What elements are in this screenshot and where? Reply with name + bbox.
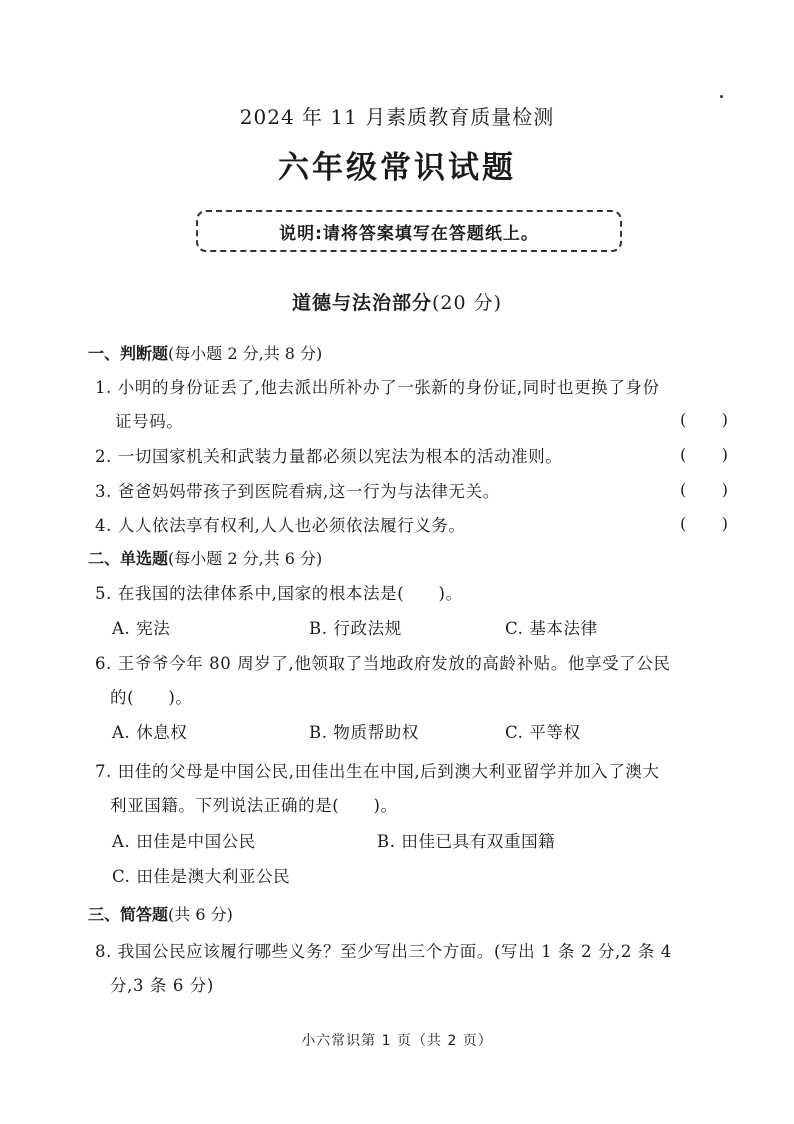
part3-heading-label: 三、简答题 (88, 905, 169, 924)
question-4: 4. 人人依法享有权利,人人也必须依法履行义务。 (95, 516, 466, 535)
paren-open: ( (680, 445, 687, 464)
exam-title: 六年级常识试题 (278, 150, 516, 186)
answer-paren-3 (680, 480, 728, 499)
page-footer: 小六常识第 1 页（共 2 页） (301, 1033, 493, 1049)
question-1-line2: 证号码。 (115, 412, 184, 431)
paren-open: ( (680, 514, 687, 533)
paren-close: ) (721, 480, 728, 499)
question-5: 5. 在我国的法律体系中,国家的根本法是( )。 (95, 584, 463, 603)
paren-close: ) (721, 445, 728, 464)
exam-subtitle: 2024 年 11 月素质教育质量检测 (239, 105, 555, 129)
question-6-option-a: A. 休息权 (112, 723, 188, 742)
instruction-text: 说明:请将答案填写在答题纸上。 (279, 224, 539, 244)
question-3: 3. 爸爸妈妈带孩子到医院看病,这一行为与法律无关。 (95, 482, 500, 501)
part2-heading-hint: (每小题 2 分,共 6 分) (168, 549, 323, 568)
answer-paren-1 (680, 410, 728, 429)
question-5-option-a: A. 宪法 (112, 619, 171, 638)
section-title (0, 288, 794, 315)
question-7-line2: 利亚国籍。下列说法正确的是( )。 (110, 796, 398, 815)
section-score: (20 分) (431, 292, 503, 314)
part2-heading-label: 二、单选题 (88, 549, 169, 568)
paren-close: ) (721, 514, 728, 533)
part1-heading-label: 一、判断题 (88, 344, 169, 363)
part2-heading (88, 546, 322, 569)
part1-heading (88, 341, 322, 364)
paren-open: ( (680, 410, 687, 429)
question-8-line2: 分,3 条 6 分) (110, 976, 214, 995)
question-2: 2. 一切国家机关和武装力量都必须以宪法为根本的活动准则。 (95, 447, 563, 466)
question-6-option-b: B. 物质帮助权 (309, 723, 419, 742)
question-6-option-c: C. 平等权 (505, 723, 581, 742)
answer-paren-2 (680, 445, 728, 464)
part1-heading-hint: (每小题 2 分,共 8 分) (168, 344, 323, 363)
question-6-line1: 6. 王爷爷今年 80 周岁了,他领取了当地政府发放的高龄补贴。他享受了公民 (95, 654, 671, 673)
part3-heading (88, 902, 233, 925)
question-5-option-b: B. 行政法规 (309, 619, 402, 638)
part3-heading-hint: (共 6 分) (168, 905, 233, 924)
paren-open: ( (680, 480, 687, 499)
question-8-line1: 8. 我国公民应该履行哪些义务？至少写出三个方面。(写出 1 条 2 分,2 条 4 (95, 942, 672, 961)
question-7-line1: 7. 田佳的父母是中国公民,田佳出生在中国,后到澳大利亚留学并加入了澳大 (95, 762, 660, 781)
question-6-line2: 的( )。 (110, 688, 193, 707)
section-name: 道德与法治部分 (291, 292, 432, 314)
paren-close: ) (721, 410, 728, 429)
question-7-option-a: A. 田佳是中国公民 (112, 832, 256, 851)
scan-dot (720, 95, 723, 98)
question-5-option-c: C. 基本法律 (505, 619, 598, 638)
answer-paren-4 (680, 514, 728, 533)
question-7-option-b: B. 田佳已具有双重国籍 (377, 832, 556, 851)
question-7-option-c: C. 田佳是澳大利亚公民 (112, 867, 291, 886)
question-1-line1: 1. 小明的身份证丢了,他去派出所补办了一张新的身份证,同时也更换了身份 (95, 378, 660, 397)
